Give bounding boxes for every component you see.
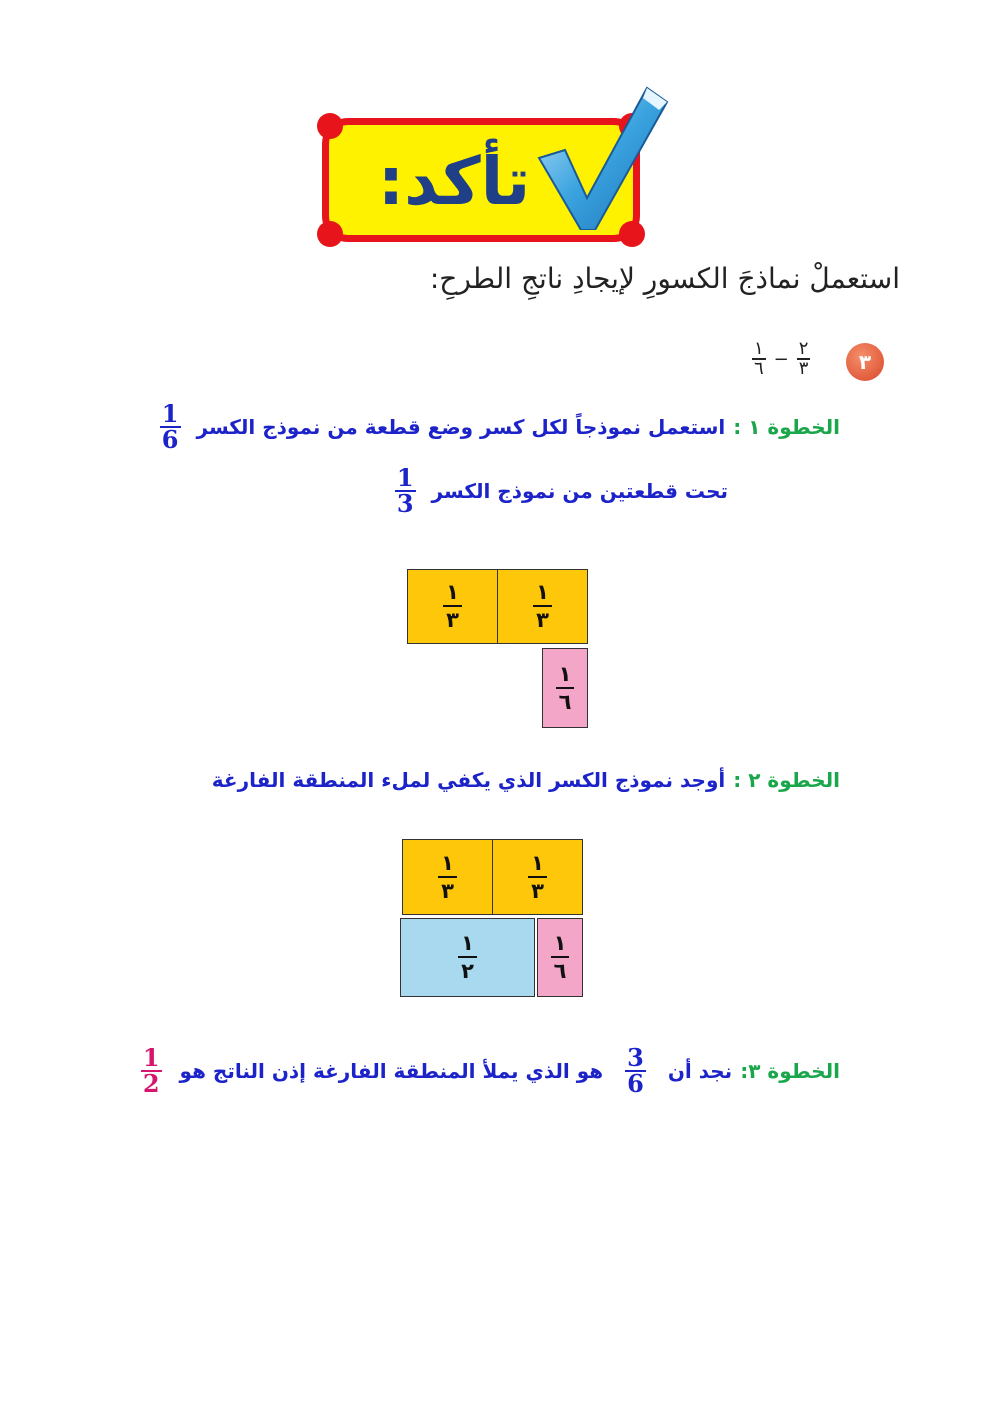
fraction-denominator: 6 <box>161 425 179 454</box>
fraction-tile-third <box>407 569 498 644</box>
step1-text: استعمل نموذجاً لكل كسر وضع قطعة من نموذج الكسر <box>196 415 726 439</box>
step2-label: الخطوة ٢ : <box>733 768 840 792</box>
exercise-expression <box>752 340 810 378</box>
fraction-tile-half <box>400 918 535 997</box>
fraction-tile-sixth <box>537 918 583 997</box>
fraction-numerator: ١ <box>533 582 552 607</box>
fraction-numerator: ١ <box>438 853 457 878</box>
subtrahend-fraction <box>752 340 766 378</box>
minus-operator: − <box>773 348 789 370</box>
exercise-number-badge: ٣ <box>846 343 884 381</box>
fraction-tile-sixth <box>542 648 588 728</box>
instruction-text: استعملْ نماذجَ الكسورِ لإيجادِ ناتجِ الطرحِ: <box>429 262 900 295</box>
step1-line <box>160 399 840 454</box>
fraction-tile-third <box>497 569 588 644</box>
fraction-numerator: ١ <box>443 582 462 607</box>
fraction-denominator: 2 <box>142 1069 160 1098</box>
fraction-numerator: ١ <box>754 338 764 359</box>
fraction-tile-third <box>492 839 583 915</box>
fraction-numerator: 1 <box>396 463 414 492</box>
banner-corner <box>317 113 343 139</box>
step3-line <box>141 1043 840 1098</box>
fraction-denominator: ٣ <box>446 608 459 632</box>
step3-text-a: نجد أن <box>667 1059 733 1083</box>
fraction-numerator: 1 <box>161 399 179 428</box>
step1-fraction2 <box>395 463 416 518</box>
step3-label: الخطوة ٣: <box>740 1059 840 1083</box>
fraction-numerator: ١ <box>556 664 575 689</box>
banner-title: تأكد: <box>377 143 531 220</box>
fraction-denominator: ٦ <box>558 689 572 714</box>
fraction-denominator: ٢ <box>461 959 474 983</box>
result-fraction <box>141 1043 162 1098</box>
fraction-numerator: ١ <box>528 853 547 878</box>
fraction-numerator: ١ <box>551 933 570 958</box>
step1-line2 <box>395 463 728 518</box>
minuend-fraction <box>797 340 811 378</box>
fraction-numerator: 3 <box>627 1043 644 1072</box>
fraction-denominator: ٣ <box>798 358 809 379</box>
fraction-denominator: ٣ <box>536 608 549 632</box>
step3-text-b: هو الذي يملأ المنطقة الفارغة إذن الناتج هو <box>179 1059 604 1083</box>
fraction-denominator: ٣ <box>531 878 544 903</box>
fraction-denominator: ٦ <box>754 358 764 379</box>
step1-text2: تحت قطعتين من نموذج الكسر <box>431 479 728 503</box>
fraction-tile-third <box>402 839 493 915</box>
checkmark-icon <box>535 80 671 230</box>
fraction-denominator: 6 <box>627 1069 644 1098</box>
fraction-denominator: 3 <box>396 489 414 518</box>
step3-fraction <box>625 1043 646 1098</box>
fraction-denominator: ٣ <box>441 878 454 903</box>
step1-label: الخطوة ١ : <box>733 415 840 439</box>
step2-line <box>212 768 840 792</box>
fraction-numerator: ٢ <box>798 338 809 359</box>
step2-text: أوجد نموذج الكسر الذي يكفي لملء المنطقة الفارغة <box>211 768 726 792</box>
banner-corner <box>317 221 343 247</box>
step1-fraction <box>160 399 181 454</box>
fraction-denominator: ٦ <box>553 959 567 983</box>
fraction-numerator: ١ <box>458 933 477 958</box>
fraction-numerator: 1 <box>142 1043 160 1072</box>
